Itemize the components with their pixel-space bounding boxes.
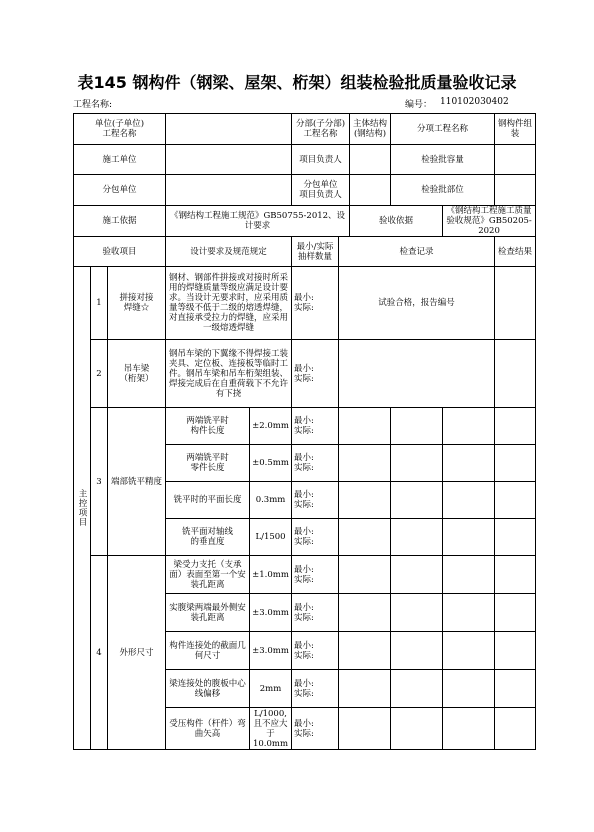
record-cell[interactable]: [443, 408, 495, 445]
record-cell[interactable]: [391, 556, 443, 594]
actual-label: 实际:: [294, 373, 314, 384]
header-row-constructor: [74, 145, 536, 175]
sub-label: 铣平时的平面长度: [166, 482, 250, 519]
item-row-3-sub-1: [74, 408, 536, 445]
constructor-label: 施工单位: [74, 145, 166, 175]
check-record[interactable]: [339, 340, 495, 408]
sub-pm-value[interactable]: [350, 175, 391, 206]
actual-label: 实际:: [294, 303, 314, 313]
item-name: 拼接对接 焊缝☆: [108, 267, 166, 340]
sample-cell[interactable]: [292, 408, 339, 445]
acceptance-basis-label: 验收依据: [350, 206, 443, 237]
min-label: 最小:: [294, 678, 314, 689]
sub-value: ±3.0mm: [250, 632, 292, 670]
batch-capacity-value[interactable]: [495, 145, 536, 175]
record-cell[interactable]: [339, 519, 391, 556]
basis-label: 施工依据: [74, 206, 166, 237]
record-cell[interactable]: [443, 670, 495, 708]
record-cell[interactable]: [391, 632, 443, 670]
subitem-name-value: 钢构件组装: [495, 114, 536, 145]
item-name: 吊车梁 （桁架）: [108, 340, 166, 408]
item-no: 3: [91, 408, 108, 556]
record-cell[interactable]: [443, 632, 495, 670]
sub-value: ±3.0mm: [250, 594, 292, 632]
record-cell[interactable]: [339, 482, 391, 519]
sample-cell[interactable]: [292, 519, 339, 556]
actual-label: 实际:: [294, 688, 314, 699]
record-cell[interactable]: [443, 708, 495, 750]
header-row-basis: [74, 206, 536, 237]
number-value: 110102030402: [440, 97, 509, 107]
sample-cell[interactable]: [292, 594, 339, 632]
record-cell[interactable]: [443, 556, 495, 594]
sub-label: 受压构件（杆件）弯曲矢高: [166, 708, 250, 750]
actual-label: 实际:: [294, 650, 314, 661]
sub-label: 两端铣平时 构件长度: [166, 408, 250, 445]
group-label: 主控项目: [77, 489, 87, 527]
project-name-label: 工程名称:: [73, 100, 113, 110]
sample-cell[interactable]: [292, 670, 339, 708]
record-cell[interactable]: [443, 482, 495, 519]
sub-label: 实腹梁两端最外侧安装孔距离: [166, 594, 250, 632]
min-label: 最小:: [294, 564, 314, 575]
check-result[interactable]: [495, 482, 536, 519]
check-result[interactable]: [495, 519, 536, 556]
min-label: 最小:: [294, 640, 314, 651]
record-cell[interactable]: [391, 594, 443, 632]
check-result[interactable]: [495, 670, 536, 708]
record-cell[interactable]: [391, 708, 443, 750]
sub-label: 梁连接处的腹板中心线偏移: [166, 670, 250, 708]
sample-cell[interactable]: [292, 482, 339, 519]
record-cell[interactable]: [391, 670, 443, 708]
subitem-name-label: 分项工程名称: [391, 114, 495, 145]
item-no: 2: [91, 340, 108, 408]
actual-label: 实际:: [294, 728, 314, 739]
min-label: 最小:: [294, 416, 314, 426]
check-result[interactable]: [495, 556, 536, 594]
header-row-unit: [74, 114, 536, 145]
batch-location-value[interactable]: [495, 175, 536, 206]
sample-cell[interactable]: [292, 445, 339, 482]
col-item-header: 验收项目: [74, 237, 166, 267]
actual-label: 实际:: [294, 574, 314, 585]
group-cell: [74, 267, 91, 750]
sample-cell[interactable]: [292, 267, 339, 340]
check-result[interactable]: [495, 340, 536, 408]
item-requirement: 钢材、钢部件拼接或对接时所采用的焊缝质量等级应满足设计要求。当设计无要求时，应采用质量等级不低于二级的熔透焊缝，对直接承受拉力的焊缝，应采用一级熔透焊缝: [166, 267, 292, 340]
item-requirement: 钢吊车梁的下翼缘不得焊接工装夹具、定位板、连接板等临时工件。钢吊车梁和吊车桁架组装、焊接完成后在自重荷载下不允许有下挠: [166, 340, 292, 408]
sample-cell[interactable]: [292, 632, 339, 670]
check-record[interactable]: 试验合格，报告编号: [339, 267, 495, 340]
min-label: 最小:: [294, 363, 314, 374]
sub-label: 构件连接处的截面几何尺寸: [166, 632, 250, 670]
record-cell[interactable]: [339, 556, 391, 594]
division-name-value: 主体结构(钢结构): [350, 114, 391, 145]
acceptance-basis-value: 《钢结构工程施工质量验收规范》GB50205-2020: [443, 206, 536, 237]
pm-value[interactable]: [350, 145, 391, 175]
sample-cell[interactable]: [292, 556, 339, 594]
record-cell[interactable]: [443, 594, 495, 632]
sub-value: L/1500: [250, 519, 292, 556]
sample-cell[interactable]: [292, 708, 339, 750]
min-label: 最小:: [294, 527, 314, 537]
number-label: 编号：: [405, 100, 433, 110]
min-label: 最小:: [294, 602, 314, 613]
sub-pm-label: 分包单位 项目负责人: [292, 175, 350, 206]
record-cell[interactable]: [339, 708, 391, 750]
sub-value: ±0.5mm: [250, 445, 292, 482]
inspection-form-table: [73, 113, 536, 750]
col-result-header: 检查结果: [495, 237, 536, 267]
col-sample-header: 最小/实际 抽样数量: [292, 237, 339, 267]
sub-label: 两端铣平时 零件长度: [166, 445, 250, 482]
check-result[interactable]: [495, 594, 536, 632]
sub-value: ±1.0mm: [250, 556, 292, 594]
col-requirement-header: 设计要求及规范规定: [166, 237, 292, 267]
record-cell[interactable]: [443, 445, 495, 482]
item-row-1: [74, 267, 536, 340]
unit-name-value[interactable]: [166, 114, 292, 145]
min-label: 最小:: [294, 453, 314, 463]
actual-label: 实际:: [294, 537, 314, 547]
item-name: 外形尺寸: [108, 556, 166, 750]
record-cell[interactable]: [339, 632, 391, 670]
column-header-row: [74, 237, 536, 267]
record-cell[interactable]: [391, 482, 443, 519]
min-label: 最小:: [294, 718, 314, 729]
pm-label: 项目负责人: [292, 145, 350, 175]
sub-label: 梁受力支托（支承面）表面至第一个安装孔距离: [166, 556, 250, 594]
subcontractor-value[interactable]: [166, 175, 292, 206]
batch-capacity-label: 检验批容量: [391, 145, 495, 175]
item-row-2: [74, 340, 536, 408]
item-no: 4: [91, 556, 108, 750]
actual-label: 实际:: [294, 500, 314, 510]
sub-value: ±2.0mm: [250, 408, 292, 445]
record-cell[interactable]: [391, 408, 443, 445]
min-label: 最小:: [294, 293, 314, 303]
record-cell[interactable]: [339, 670, 391, 708]
subcontractor-label: 分包单位: [74, 175, 166, 206]
actual-label: 实际:: [294, 612, 314, 623]
check-result[interactable]: [495, 445, 536, 482]
actual-label: 实际:: [294, 426, 314, 436]
record-cell[interactable]: [391, 519, 443, 556]
division-name-label: 分部(子分部) 工程名称: [292, 114, 350, 145]
item-no: 1: [91, 267, 108, 340]
page-title: 表145 钢构件（钢梁、屋架、桁架）组装检验批质量验收记录: [77, 73, 517, 92]
sample-cell[interactable]: [292, 340, 339, 408]
item-name: 端部铣平精度: [108, 408, 166, 556]
sub-value: 0.3mm: [250, 482, 292, 519]
col-record-header: 检查记录: [339, 237, 495, 267]
check-result[interactable]: [495, 267, 536, 340]
item-row-4-sub-1: [74, 556, 536, 594]
actual-label: 实际:: [294, 463, 314, 473]
record-cell[interactable]: [339, 445, 391, 482]
record-cell[interactable]: [391, 445, 443, 482]
constructor-value[interactable]: [166, 145, 292, 175]
record-cell[interactable]: [339, 594, 391, 632]
basis-value: 《钢结构工程施工规范》GB50755-2012、设计要求: [166, 206, 350, 237]
check-result[interactable]: [495, 708, 536, 750]
check-result[interactable]: [495, 408, 536, 445]
min-label: 最小:: [294, 490, 314, 500]
record-cell[interactable]: [339, 408, 391, 445]
batch-location-label: 检验批部位: [391, 175, 495, 206]
unit-name-label: 单位(子单位) 工程名称: [74, 114, 166, 145]
record-cell[interactable]: [443, 519, 495, 556]
check-result[interactable]: [495, 632, 536, 670]
sub-label: 铣平面对轴线 的垂直度: [166, 519, 250, 556]
header-row-subcontractor: [74, 175, 536, 206]
sub-value: 2mm: [250, 670, 292, 708]
sub-value: L/1000, 且不应大 于10.0mm: [250, 708, 292, 750]
